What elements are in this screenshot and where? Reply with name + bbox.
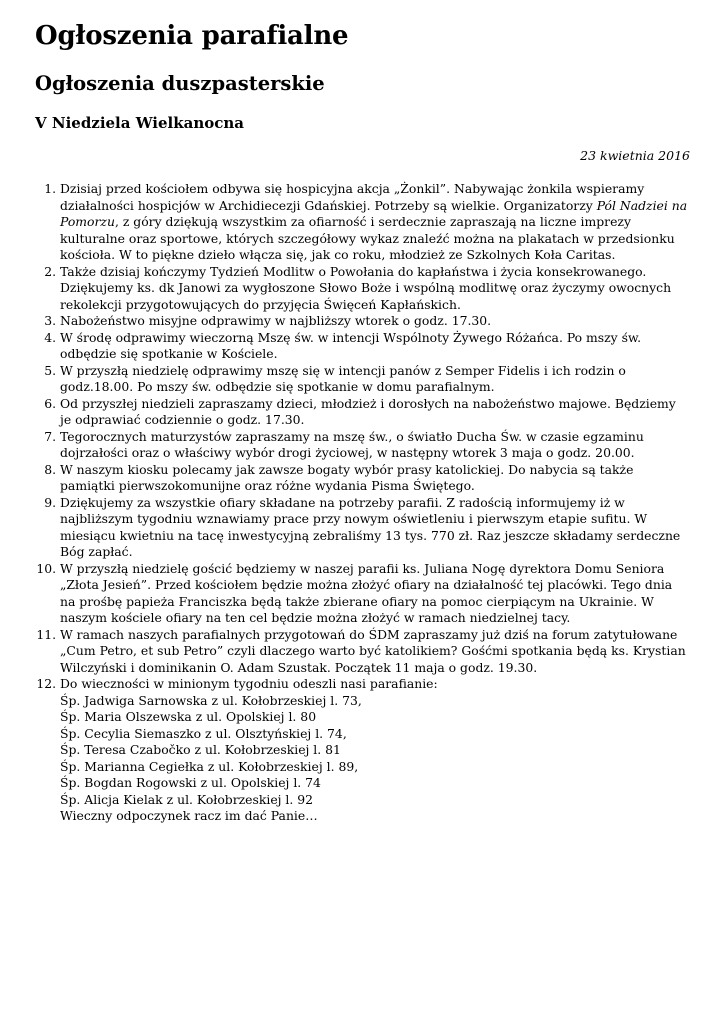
deceased-item: Śp. Teresa Czabočko z ul. Kołobrzeskiej l. 81 xyxy=(60,742,341,757)
announcement-1-post: , z góry dziękują wszystkim za ofiarność i serdecznie zapraszają na liczne imprezy kulturalne oraz sportowe, których szczegółowy wykaz znaleźć można na plakatach w przedsionku kościoła. W to piękne dzieło włącza się, jak co roku, młodzież ze Szkolnych Koła Caritas. xyxy=(60,214,675,262)
announcement-6: 6. Od przyszłej niedzieli zapraszamy dzieci, młodzież i dorosłych na nabożeństwo majowe. Będziemy je odprawiać codziennie o godz. 17.30. xyxy=(60,396,690,429)
deceased-closing: Wieczny odpoczynek racz im dać Panie… xyxy=(60,808,318,823)
occasion-heading: V Niedziela Wielkanocna xyxy=(35,114,245,132)
deceased-list xyxy=(60,693,690,825)
deceased-item: Śp. Alicja Kielak z ul. Kołobrzeskiej l. 92 xyxy=(60,791,314,807)
deceased-item: Śp. Cecylia Siemaszko z ul. Olsztyńskiej l. 74, xyxy=(60,725,347,741)
announcement-5: 5. W przyszłą niedzielę odprawimy mszę się w intencji panów z Semper Fidelis i ich rodzin o godz.18.00. Po mszy św. odbędzie się spotkanie w domu parafialnym. xyxy=(60,363,690,396)
announcements-list xyxy=(0,181,690,825)
announcement-11: 11. W ramach naszych parafialnych przygotowań do ŚDM zapraszamy już dziś na forum zatytułowane „Cum Petro, et sub Petro” czyli dlaczego warto być katolikiem? Gośćmi spotkania będą ks. Krystian Wilczyński i dominikanin O. Adam Szustak. Początek 11 maja o godz. 19.30. xyxy=(60,627,690,677)
announcement-1-pre: Dzisiaj przed kościołem odbywa się hospicyjna akcja „Żonkil”. Nabywając żonkila wspieramy działalności hospicjów w Archidiecezji Gdańskiej. Potrzeby są wielkie. Organizatorzy xyxy=(60,181,645,213)
announcement-7: 7. Tegorocznych maturzystów zapraszamy na mszę św., o światło Ducha Św. w czasie egzaminu dojrzałości oraz o właściwy wybór drogi życiowej, w następny wtorek 3 maja o godz. 20.00. xyxy=(60,429,690,462)
date: 23 kwietnia 2016 xyxy=(580,148,690,163)
announcement-4: 4. W środę odprawimy wieczorną Mszę św. w intencji Wspólnoty Żywego Różańca. Po mszy św. odbędzie się spotkanie w Kościele. xyxy=(60,330,690,363)
section-title: Ogłoszenia duszpasterskie xyxy=(35,72,325,95)
page-title: Ogłoszenia parafialne xyxy=(35,21,349,51)
announcement-3: 3. Nabożeństwo misyjne odprawimy w najbliższy wtorek o godz. 17.30. xyxy=(60,313,690,330)
announcement-2: 2. Także dzisiaj kończymy Tydzień Modlitw o Powołania do kapłaństwa i życia konsekrowanego. Dziękujemy ks. dk Janowi za wygłoszone Słowo Boże i wspólną modlitwę oraz życzymy owocnych rekolekcji przygotowujących do przyjęcia Święceń Kapłańskich. xyxy=(60,264,690,314)
deceased-item: Śp. Marianna Cegiełka z ul. Kołobrzeskiej l. 89, xyxy=(60,758,359,774)
announcement-10: 10. W przyszłą niedzielę gościć będziemy w naszej parafii ks. Juliana Nogę dyrektora Domu Seniora „Złota Jesień”. Przed kościołem będzie można złożyć ofiary na działalność tej placówki. Tego dnia na prośbę papieża Franciszka będą także zbierane ofiary na pomoc cierpiącym na Ukrainie. W naszym kościele ofiary na ten cel będzie można złożyć w ramach niedzielnej tacy. xyxy=(60,561,690,627)
deceased-intro: Do wieczności w minionym tygodniu odeszli nasi parafianie: xyxy=(60,676,438,691)
announcement-12 xyxy=(60,676,690,825)
deceased-item: Śp. Bogdan Rogowski z ul. Opolskiej l. 74 xyxy=(60,775,321,790)
announcement-8: 8. W naszym kiosku polecamy jak zawsze bogaty wybór prasy katolickiej. Do nabycia są także pamiątki pierwszokomunijne oraz różne wydania Pisma Świętego. xyxy=(60,462,690,495)
organizer-name: Pól Nadziei na Pomorzu xyxy=(60,197,688,229)
announcement-1 xyxy=(60,181,690,264)
deceased-item: Śp. Jadwiga Sarnowska z ul. Kołobrzeskiej l. 73, xyxy=(60,692,362,708)
deceased-item: Śp. Maria Olszewska z ul. Opolskiej l. 80 xyxy=(60,709,317,724)
announcement-9: 9. Dziękujemy za wszystkie ofiary składane na potrzeby parafii. Z radością informujemy iż w najbliższym tygodniu wznawiamy prace przy nowym oświetleniu i pierwszym etapie sufitu. W miesiącu kwietniu na tacę inwestycyjną zebraliśmy 13 tys. 770 zł. Raz jeszcze składamy serdeczne Bóg zapłać. xyxy=(60,495,690,561)
